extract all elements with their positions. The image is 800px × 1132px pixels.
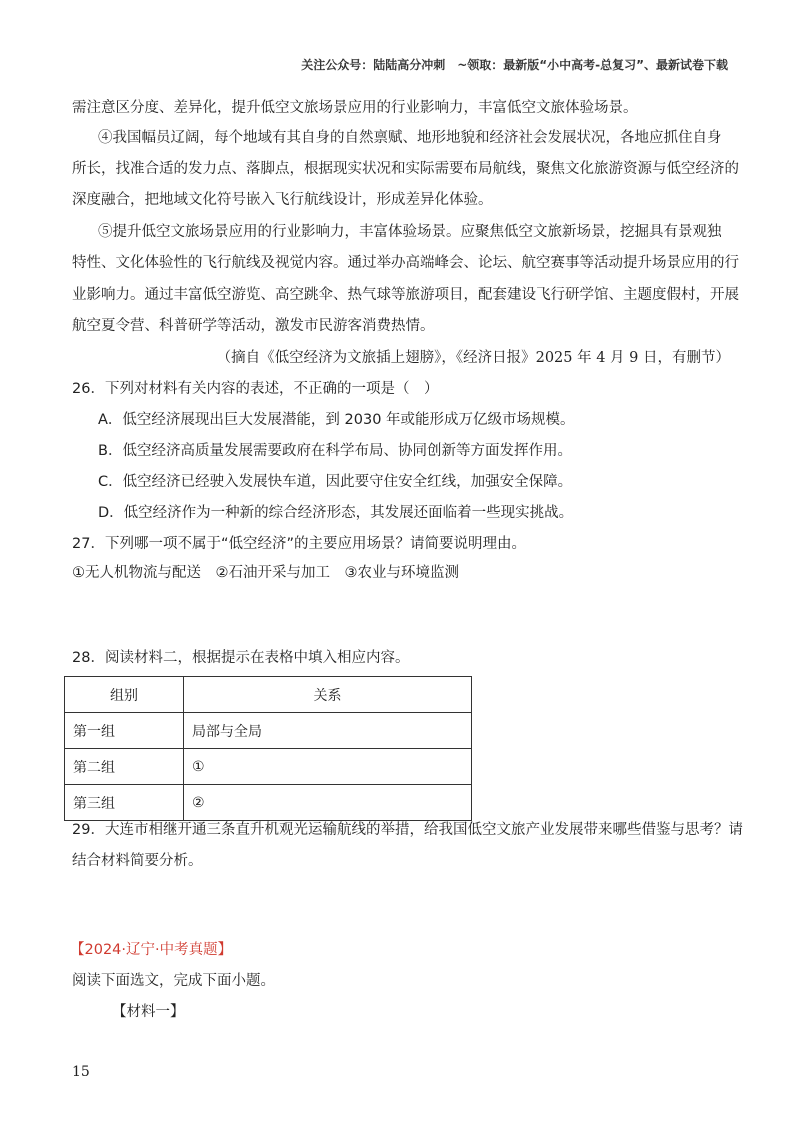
table-header-relation: 关系 [184, 677, 472, 713]
table-row [65, 785, 472, 821]
table-cell-relation: ② [184, 785, 472, 821]
material-heading: 【材料一】 [112, 1004, 185, 1020]
table-cell-group: 第三组 [65, 785, 184, 821]
q26-option-d: D．低空经济作为一种新的综合经济形态，其发展还面临着一些现实挑战。 [98, 505, 574, 521]
q26-option-b: B．低空经济高质量发展需要政府在科学布局、协同创新等方面发挥作用。 [98, 443, 572, 459]
passage-source: （摘自《低空经济为文旅插上翅膀》，《经济日报》2025 年 4 月 9 日，有删节） [216, 350, 730, 366]
q29-stem-line-2: 结合材料简要分析。 [72, 853, 203, 869]
table-header-group: 组别 [65, 677, 184, 713]
passage-line-8: 航空夏令营、科普研学等活动，激发市民游客消费热情。 [72, 318, 435, 334]
q26-option-a: A．低空经济展现出巨大发展潜能，到 2030 年或能形成万亿级市场规模。 [98, 412, 575, 428]
page-header: 关注公众号：陆陆高分冲刺 ~领取：最新版“小中高考-总复习”、最新试卷下载 [301, 58, 728, 72]
table-cell-relation: ① [184, 749, 472, 785]
q28-table [64, 676, 472, 821]
q26-stem: 26．下列对材料有关内容的表述，不正确的一项是（ ） [72, 381, 439, 397]
table-row [65, 713, 472, 749]
table-cell-group: 第二组 [65, 749, 184, 785]
table-cell-relation: 局部与全局 [184, 713, 472, 749]
passage-line-5: ⑤提升低空文旅场景应用的行业影响力，丰富体验场景。应聚焦低空文旅新场景，挖掘具有景观独 [98, 224, 722, 240]
passage-line-1: 需注意区分度、差异化，提升低空文旅场景应用的行业影响力，丰富低空文旅体验场景。 [72, 100, 638, 116]
q29-stem-line-1: 29．大连市相继开通三条直升机观光运输航线的举措，给我国低空文旅产业发展带来哪些借鉴与思考？请 [72, 822, 743, 838]
q26-option-c: C．低空经济已经驶入发展快车道，因此要守住安全红线，加强安全保障。 [98, 474, 573, 490]
section-tag: 【2024·辽宁·中考真题】 [70, 942, 233, 958]
passage-line-4: 深度融合，把地域文化符号嵌入飞行航线设计，形成差异化体验。 [72, 192, 493, 208]
table-header-row [65, 677, 472, 713]
passage-line-2: ④我国幅员辽阔，每个地域有其自身的自然禀赋、地形地貌和经济社会发展状况，各地应抓住自身 [98, 130, 722, 146]
section-instruction: 阅读下面选文，完成下面小题。 [72, 973, 275, 989]
q27-choices: ①无人机物流与配送 ②石油开采与加工 ③农业与环境监测 [72, 565, 459, 581]
page-number: 15 [72, 1064, 90, 1080]
table-row [65, 749, 472, 785]
q27-stem: 27．下列哪一项不属于“低空经济”的主要应用场景？请简要说明理由。 [72, 536, 526, 552]
passage-line-6: 特性、文化体验性的飞行航线及视觉内容。通过举办高端峰会、论坛、航空赛事等活动提升场景应用的行 [72, 255, 739, 271]
q28-stem: 28．阅读材料二，根据提示在表格中填入相应内容。 [72, 650, 410, 666]
passage-line-3: 所长，找准合适的发力点、落脚点，根据现实状况和实际需要布局航线，聚焦文化旅游资源与低空经济的 [72, 161, 739, 177]
table-cell-group: 第一组 [65, 713, 184, 749]
passage-line-7: 业影响力。通过丰富低空游览、高空跳伞、热气球等旅游项目，配套建设飞行研学馆、主题度假村，开展 [72, 287, 739, 303]
